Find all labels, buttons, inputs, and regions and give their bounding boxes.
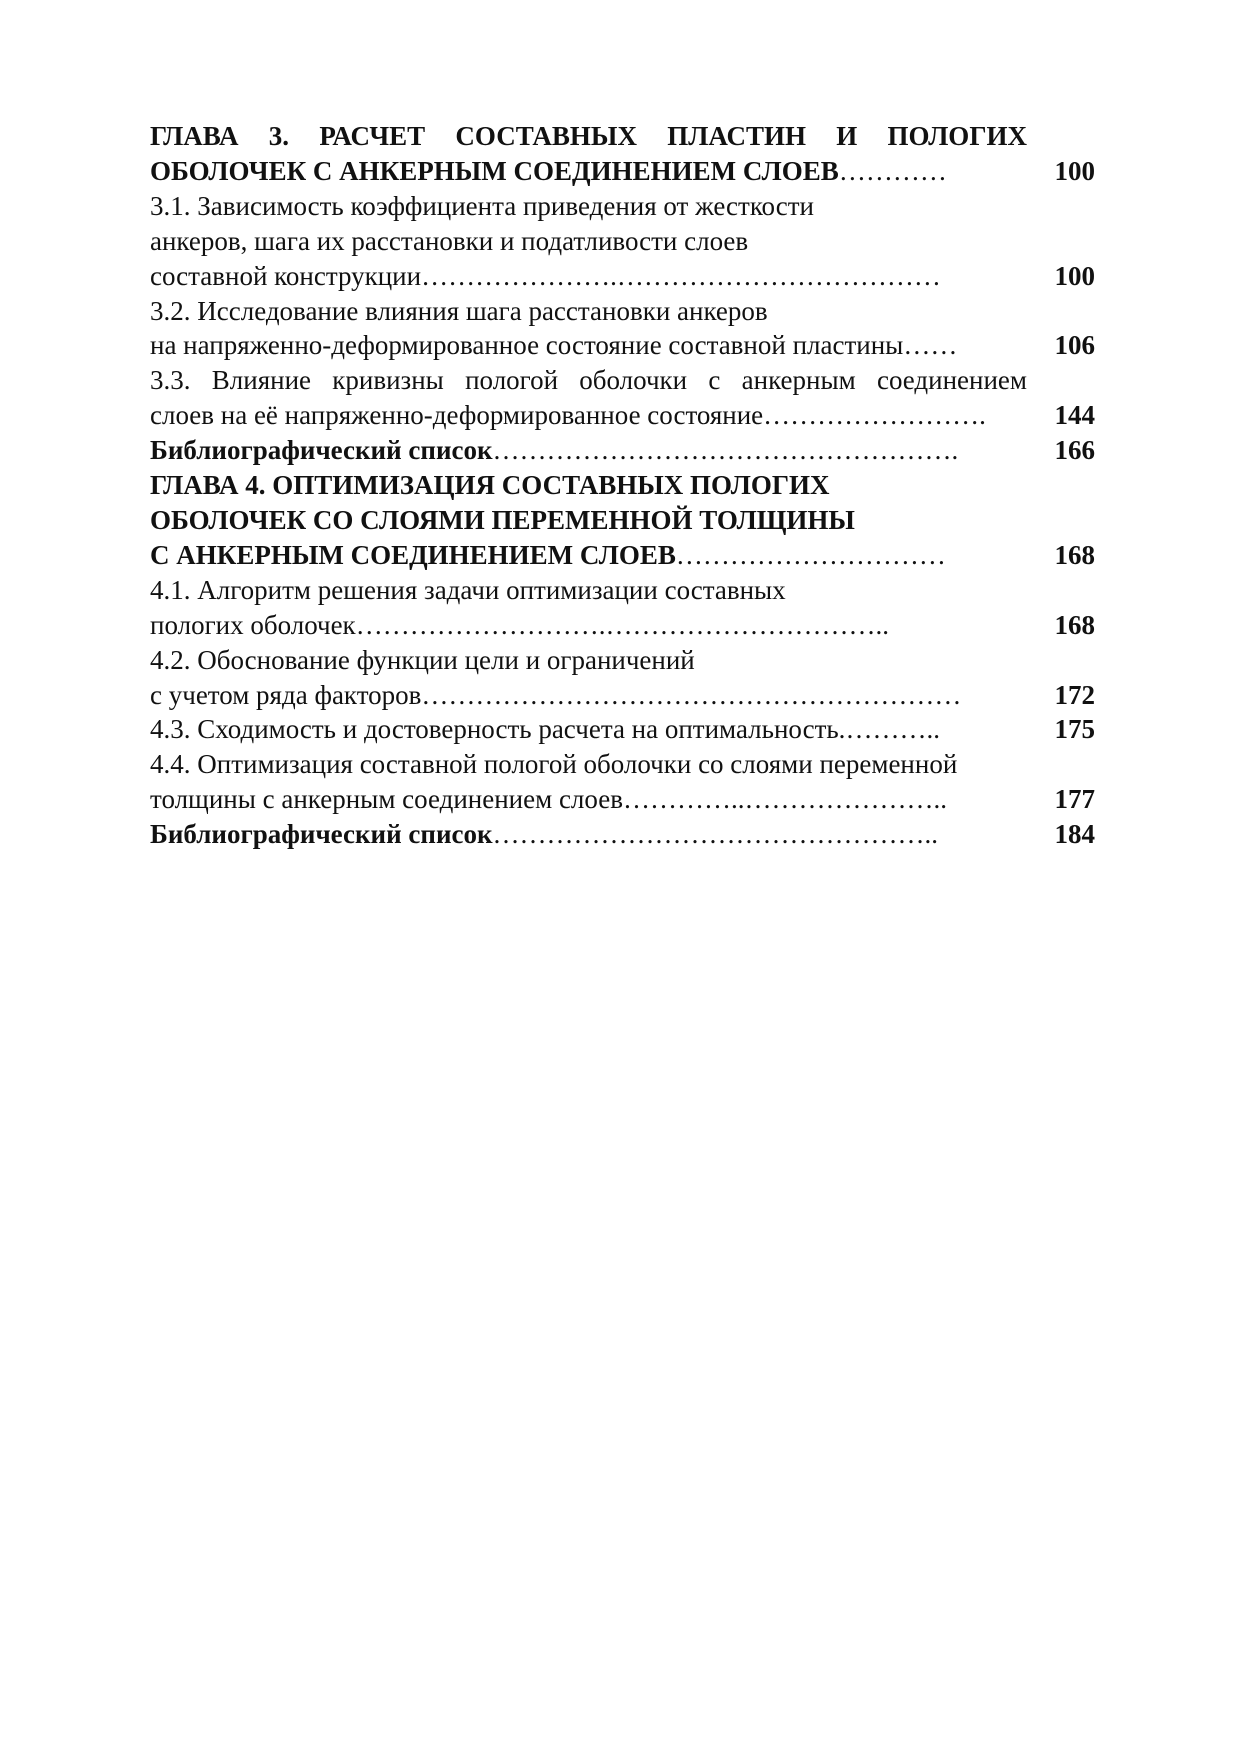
toc-line-text: Библиографический список	[150, 819, 493, 850]
toc-entry	[150, 119, 1095, 189]
toc-entry-title	[150, 363, 1027, 433]
toc-page-number: 177	[1054, 784, 1095, 815]
toc-entry	[150, 468, 1095, 573]
toc-dot-leader: ……………………….…………………………..	[355, 609, 889, 640]
toc-line-text: 3.3. Влияние кривизны пологой оболочки с анкерным соединением	[150, 365, 1027, 396]
toc-line-text: ГЛАВА 4. ОПТИМИЗАЦИЯ СОСТАВНЫХ ПОЛОГИХ	[150, 470, 830, 501]
toc-line-text: ОБОЛОЧЕК СО СЛОЯМИ ПЕРЕМЕННОЙ ТОЛЩИНЫ	[150, 504, 855, 535]
toc-entry-line	[150, 363, 1027, 398]
toc-dot-leader: ………………….………………………………	[421, 260, 941, 291]
toc-entry-title	[150, 643, 1027, 713]
toc-line-text: 4.4. Оптимизация составной пологой оболочки со слоями переменной	[150, 749, 958, 780]
toc-entry-line	[150, 608, 1027, 643]
toc-line-text: на напряженно-деформированное состояние составной пластины	[150, 330, 904, 361]
toc-entry-line	[150, 259, 1027, 294]
toc-entry	[150, 294, 1095, 364]
toc-entry-line	[150, 643, 1027, 678]
toc-entry	[150, 573, 1095, 643]
toc-entry	[150, 643, 1095, 713]
toc-page-number: 168	[1054, 609, 1095, 640]
toc-page-number: 106	[1054, 330, 1095, 361]
toc-entry-line	[150, 294, 1027, 329]
toc-line-text: с учетом ряда факторов	[150, 679, 422, 710]
toc-entry-line	[150, 433, 1027, 468]
toc-line-text: ГЛАВА 3. РАСЧЕТ СОСТАВНЫХ ПЛАСТИН И ПОЛОГИХ	[150, 121, 1027, 151]
toc-line-text: слоев на её напряженно-деформированное состояние	[150, 400, 764, 431]
toc-dot-leader: …………………………………………..	[492, 819, 939, 850]
toc-dot-leader: …………..…………………..	[622, 784, 947, 815]
toc-entry-title	[150, 747, 1027, 817]
toc-entry	[150, 817, 1095, 852]
toc-line-text: 4.1. Алгоритм решения задачи оптимизации составных	[150, 574, 786, 605]
toc-dot-leader: ……………………………………………………	[421, 679, 962, 710]
toc-page-number: 100	[1054, 260, 1095, 291]
toc-page-number: 100	[1054, 155, 1095, 186]
toc-entry-line	[150, 398, 1027, 433]
toc-line-text: 3.2. Исследование влияния шага расстановки анкеров	[150, 295, 768, 326]
toc-entry-title	[150, 189, 1027, 294]
toc-entry-title	[150, 468, 1027, 573]
toc-page-number: 184	[1054, 819, 1095, 850]
toc-entry-title	[150, 294, 1027, 364]
toc-line-text: ОБОЛОЧЕК С АНКЕРНЫМ СОЕДИНЕНИЕМ СЛОЕВ	[150, 155, 839, 186]
toc-line-text: 4.2. Обоснование функции цели и ограничений	[150, 644, 695, 675]
toc-entry-line	[150, 573, 1027, 608]
toc-entry-line	[150, 678, 1027, 713]
toc-entry-line	[150, 782, 1027, 817]
toc-entry-title	[150, 817, 1027, 852]
toc-entry-line	[150, 119, 1027, 154]
toc-page-number: 144	[1054, 400, 1095, 431]
toc-entry-line	[150, 712, 1027, 747]
toc-entry-line	[150, 154, 1027, 189]
toc-entry-title	[150, 119, 1027, 189]
toc-dot-leader: ……	[903, 330, 958, 361]
toc-entry-title	[150, 573, 1027, 643]
toc-dot-leader: …………	[838, 155, 947, 186]
toc-page-number: 175	[1054, 714, 1095, 745]
toc-entry-title	[150, 712, 1027, 747]
toc-line-text: составной конструкции	[150, 260, 422, 291]
toc-entry-title	[150, 433, 1027, 468]
toc-entry	[150, 747, 1095, 817]
toc-page-number: 172	[1054, 679, 1095, 710]
toc-entry	[150, 712, 1095, 747]
toc-line-text: пологих оболочек	[150, 609, 356, 640]
toc-entry-line	[150, 747, 1027, 782]
toc-entry-line	[150, 538, 1027, 573]
toc-entry-line	[150, 503, 1027, 538]
toc-dot-leader: …………………….	[763, 400, 986, 431]
toc-page-number: 166	[1054, 435, 1095, 466]
toc-entry	[150, 363, 1095, 433]
toc-entry-line	[150, 468, 1027, 503]
toc-entry-line	[150, 328, 1027, 363]
table-of-contents	[150, 119, 1095, 852]
toc-line-text: С АНКЕРНЫМ СОЕДИНЕНИЕМ СЛОЕВ	[150, 539, 676, 570]
toc-line-text: анкеров, шага их расстановки и податливости слоев	[150, 225, 749, 256]
toc-entry	[150, 189, 1095, 294]
toc-dot-leader: ………..	[845, 714, 940, 745]
toc-entry-line	[150, 817, 1027, 852]
toc-line-text: 4.3. Сходимость и достоверность расчета на оптимальность.	[150, 714, 846, 745]
toc-entry-line	[150, 189, 1027, 224]
toc-page-number: 168	[1054, 539, 1095, 570]
toc-line-text: Библиографический список	[150, 435, 493, 466]
toc-line-text: 3.1. Зависимость коэффициента приведения от жесткости	[150, 190, 814, 221]
toc-dot-leader: …………………………………………….	[492, 435, 959, 466]
toc-entry	[150, 433, 1095, 468]
toc-dot-leader: …………………………	[675, 539, 946, 570]
toc-entry-line	[150, 224, 1027, 259]
toc-line-text: толщины с анкерным соединением слоев	[150, 784, 623, 815]
